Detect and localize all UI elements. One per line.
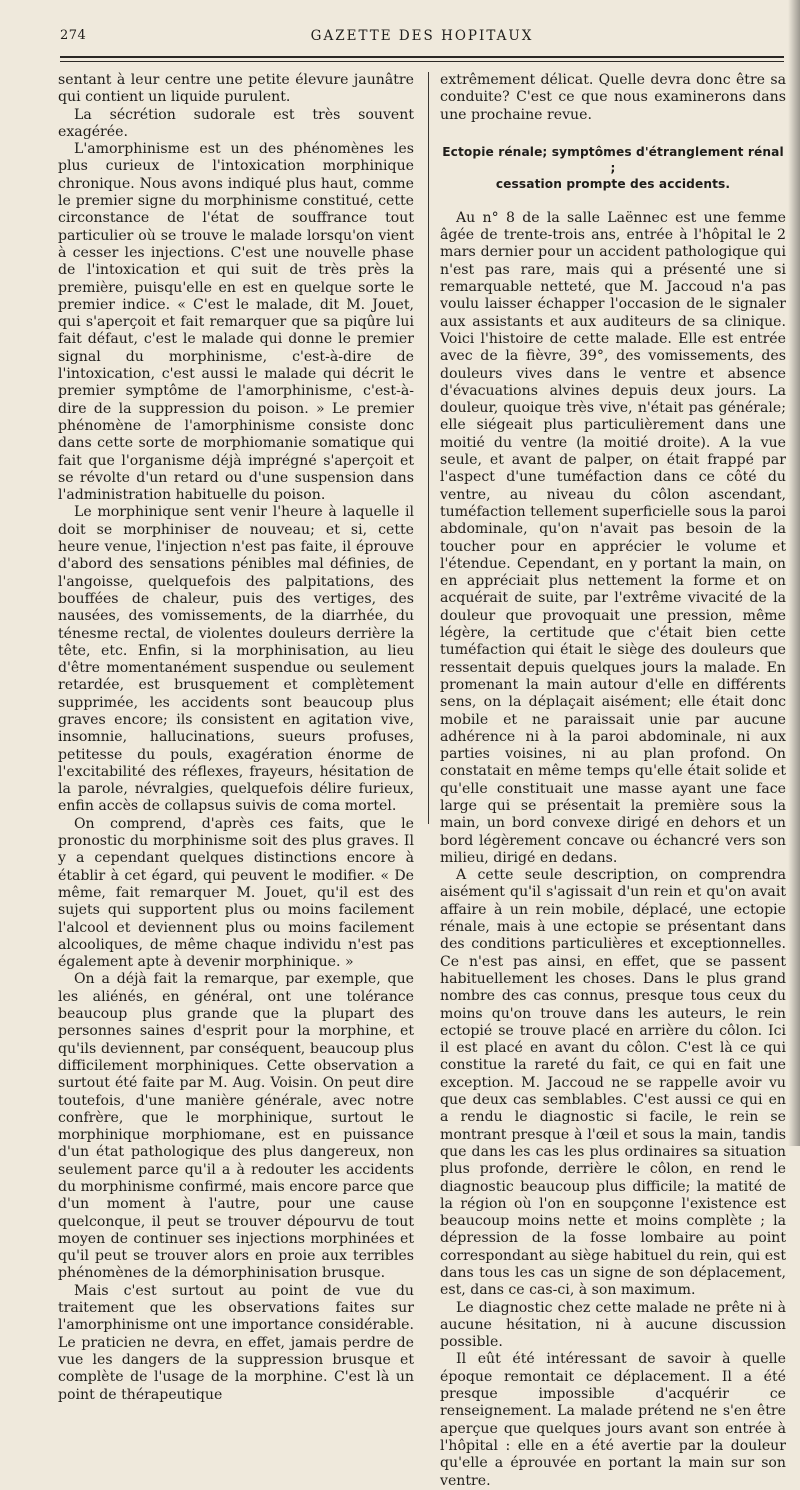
paragraph: On comprend, d'après ces faits, que le pronostic du morphinisme soit des plus graves. Il y a cependant quelques distinctions encore à établir à cet égard, qui peuvent le modifier. « De même, fait remarquer M. Jouet, qu'il est des sujets qui supportent plus ou moins facilement l'alcool et deviennent plus ou moins facilement alcooliques, de même chaque individu n'est pas également apte à devenir morphinique. » [58, 815, 414, 971]
paragraph: Il eût été intéressant de savoir à quelle époque remontait ce déplacement. Il a été presque impossible d'acquérir ce renseignement. La malade prétend ne s'en être aperçue que quelques jours avant son entrée à l'hôpital : elle en a été avertie par la douleur qu'elle a éprouvée en portant la main sur son ventre. [440, 1351, 786, 1489]
header-rule-thin [60, 61, 784, 62]
paragraph: extrêmement délicat. Quelle devra donc être sa conduite? C'est ce que nous examinerons dans une prochaine revue. [440, 72, 786, 123]
section-heading [440, 144, 786, 192]
section-heading-line: Ectopie rénale; symptômes d'étranglement rénal ; [442, 144, 784, 175]
section-heading-line: cessation prompte des accidents. [495, 176, 731, 191]
paragraph: Le diagnostic chez cette malade ne prête ni à aucune hésitation, ni à aucune discussion possible. [440, 1299, 786, 1351]
paragraph: Mais c'est surtout au point de vue du traitement que les observations faites sur l'amorphinisme ont une importance considérable. Le praticien ne devra, en effet, jamais perdre de vue les dangers de la suppression brusque et complète de l'usage de la morphine. C'est là un point de thérapeutique [58, 1282, 414, 1403]
paragraph: A cette seule description, on comprendra aisément qu'il s'agissait d'un rein et qu'on avait affaire à un rein mobile, déplacé, une ectopie rénale, mais à une ectopie se présentant dans des conditions particulières et exceptionnelles. Ce n'est pas ainsi, en effet, que se passent habituellement les choses. Dans le plus grand nombre des cas connus, presque tous ceux du moins qu'on trouve dans les auteurs, le rein ectopié se trouve placé en arrière du côlon. Ici il est placé en avant du côlon. C'est là ce qui constitue la rareté du fait, ce qui en fait une exception. M. Jaccoud ne se rappelle avoir vu que deux cas semblables. C'est aussi ce qui en a rendu le diagnostic si facile, le rein se montrant presque à l'œil et sous la main, tandis que dans les cas les plus ordinaires sa situation plus profonde, derrière le côlon, en rend le diagnostic beaucoup plus difficile; la matité de la région où l'on en soupçonne l'existence est beaucoup moins nette et moins complète ; la dépression de la fosse lombaire au point correspondant au siège habituel du rein, qui est dans tous les cas un signe de son déplacement, est, dans ce cas-ci, à son maximum. [440, 867, 786, 1299]
header-rule-thick [60, 56, 784, 58]
page-header [60, 26, 784, 50]
paragraph: Au n° 8 de la salle Laënnec est une femme âgée de trente-trois ans, entrée à l'hôpital le 2 mars dernier pour un accident pathologique qui n'est pas rare, mais qui a présenté une si remarquable netteté, que M. Jaccoud n'a pas voulu laisser échapper l'occasion de le signaler aux assistants et aux auditeurs de sa clinique. Voici l'histoire de cette malade. Elle est entrée avec de la fièvre, 39°, des vomissements, des douleurs vives dans le ventre et absence d'évacuations alvines depuis deux jours. La douleur, quoique très vive, n'était pas générale; elle siégeait plus particulièrement dans une moitié du ventre (la moitié droite). A la vue seule, et avant de palper, on était frappé par l'aspect d'une tuméfaction dans ce côté du ventre, au niveau du côlon ascendant, tuméfaction tellement superficielle sous la paroi abdominale, qu'on n'avait pas besoin de la toucher pour en apprécier le volume et l'étendue. Cependant, en y portant la main, on en appréciait plus nettement la forme et on acquérait de suite, par l'extrême vivacité de la douleur que provoquait une pression, même légère, la certitude que c'était bien cette tuméfaction qui était le siège des douleurs que ressentait depuis quelques jours la malade. En promenant la main autour d'elle en différents sens, on la déplaçait aisément; elle était donc mobile et ne paraissait unie par aucune adhérence ni à la paroi abdominale, ni aux parties voisines, ni au plan profond. On constatait en même temps qu'elle était solide et qu'elle constituait une masse ayant une face large qui se présentait la première sous la main, un bord convexe dirigé en dehors et un bord légèrement concave ou échancré vers son milieu, dirigé en dedans. [440, 209, 786, 866]
paragraph: On a déjà fait la remarque, par exemple, que les aliénés, en général, ont une tolérance beaucoup plus grande que la plupart des personnes saines d'esprit pour la morphine, et qu'ils deviennent, par conséquent, beaucoup plus difficilement morphiniques. Cette observation a surtout été faite par M. Aug. Voisin. On peut dire toutefois, d'une manière générale, avec notre confrère, que le morphinique, surtout le morphinique morphiomane, est en puissance d'un état pathologique des plus dangereux, non seulement parce qu'il a à redouter les accidents du morphinisme confirmé, mais encore parce que d'un moment à l'autre, pour une cause quelconque, il peut se trouver dépourvu de tout moyen de continuer ses injections morphinées et qu'il peut se trouver alors en proie aux terribles phénomènes de la démorphinisation brusque. [58, 971, 414, 1282]
paragraph: L'amorphinisme est un des phénomènes les plus curieux de l'intoxication morphinique chronique. Nous avons indiqué plus haut, comme le premier signe du morphinisme constitué, cette circonstance de l'état de souffrance tout particulier où se trouve le malade lorsqu'on vient à cesser les injections. C'est une nouvelle phase de l'intoxication et qui suit de très près la première, puisqu'elle en est en quelque sorte le premier indice. « C'est le malade, dit M. Jouet, qui s'aperçoit et fait remarquer que sa piqûre lui fait défaut, c'est le malade qui donne le premier signal du morphinisme, c'est-à-dire de l'intoxication, c'est aussi le malade qui décrit le premier symptôme de l'amorphinisme, c'est-à-dire de la suppression du poison. » Le premier phénomène de l'amorphinisme consiste donc dans cette sorte de morphiomanie somatique qui fait que l'organisme déjà imprégné s'aperçoit et se révolte d'un retard ou d'une suspension dans l'administration habituelle du poison. [58, 141, 414, 504]
paragraph: Le morphinique sent venir l'heure à laquelle il doit se morphiniser de nouveau; et si, cette heure venue, l'injection n'est pas faite, il éprouve d'abord des sensations pénibles mal définies, de l'angoisse, quelquefois des palpitations, des bouffées de chaleur, puis des vertiges, des nausées, des vomissements, de la diarrhée, du ténesme rectal, de violentes douleurs derrière la tête, etc. Enfin, si la morphinisation, au lieu d'être momentanément suspendue ou seulement retardée, est brusquement et complètement supprimée, les accidents sont beaucoup plus graves encore; ils consistent en agitation vive, insomnie, hallucinations, sueurs profuses, petitesse du pouls, exagération énorme de l'excitabilité des réflexes, frayeurs, hésitation de la parole, névralgies, quelquefois délire furieux, enfin accès de collapsus suivis de coma mortel. [58, 504, 414, 815]
right-column [440, 72, 786, 1490]
paragraph: sentant à leur centre une petite élevure jaunâtre qui contient un liquide purulent. [58, 72, 414, 106]
journal-title: GAZETTE DES HOPITAUX [310, 28, 534, 44]
page-number: 274 [60, 28, 87, 43]
left-column [58, 72, 414, 1404]
paragraph: La sécrétion sudorale est très souvent exagérée. [58, 106, 414, 140]
page-edge-shadow [788, 0, 800, 1146]
column-divider [428, 72, 429, 824]
